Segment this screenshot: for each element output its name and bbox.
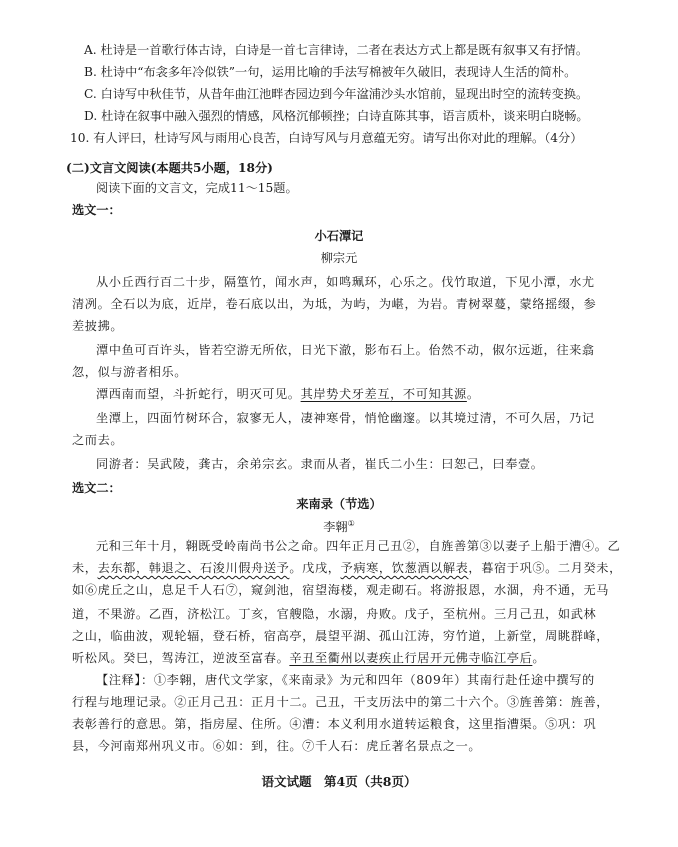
text2-author: 李翱 xyxy=(323,520,348,535)
text2-author-note: ① xyxy=(347,519,355,528)
text2-label: 选文二： xyxy=(72,481,121,495)
text1-p1-line1: 从小丘西行百二十步，隔篁竹，闻水声，如鸣珮环，心乐之。伐竹取道，下见小潭，水尤 xyxy=(96,275,595,289)
text2-line1: 元和三年十月，翱既受岭南尚书公之命。四年正月己丑②，自旌善第③以妻子上船于漕④。乙 xyxy=(96,539,621,553)
option-d: D. 杜诗在叙事中融入强烈的情感，风格沉郁顿挫；白诗直陈其事，语言质朴，谈来明白晓畅。 xyxy=(84,109,589,123)
text2-line2-c: 。戊戌， xyxy=(289,561,341,575)
notes-line4: 县，今河南郑州巩义市。⑥如：到，往。⑦千人石：虎丘著名景点之一。 xyxy=(72,739,482,753)
text2-author-line xyxy=(0,514,678,537)
text2-line2-wavy-2: 予病寒，饮葱酒以解表 xyxy=(340,561,469,575)
text2-line3: 如⑥虎丘之山，息足千人石⑦，窥剑池，宿望海楼，观走砌石。将游报恩，水涸，舟不通，无马 xyxy=(72,583,610,597)
option-b: B. 杜诗中“布衾多年冷似铁”一句，运用比喻的手法写棉被年久破旧，表现诗人生活的简朴。 xyxy=(84,65,577,79)
notes-line1: 【注释】：①李翱，唐代文学家，《来南录》为元和四年（809年）其南行赴任途中撰写的 xyxy=(96,673,595,687)
text2-line6-underlined: 辛丑至衢州以妻疾止行居开元佛寺临江亭后 xyxy=(289,651,533,665)
text2-line6 xyxy=(72,648,545,668)
text1-p1-line3: 差披拂。 xyxy=(72,319,124,333)
page-footer: 语文试题 第4页（共8页） xyxy=(261,774,417,789)
text2-line6-a: 听松风。癸巳，驾涛江，逆波至富春。 xyxy=(72,651,290,665)
notes-line2: 行程与地理记录。②正月己丑：正月十二。己丑，干支历法中的第二十六个。③旌善第：旌善， xyxy=(72,695,610,709)
text2-line2 xyxy=(72,558,622,578)
text2-line4: 道，不果游。乙酉，济松江。丁亥，官艘隐，水溺，舟败。戊子，至杭州。三月己丑，如武林 xyxy=(72,607,597,621)
text2-line2-wavy-1: 去东都，韩退之、石浚川假舟送予 xyxy=(97,561,290,575)
text1-p4-line2: 之而去。 xyxy=(72,433,124,447)
text1-p5: 同游者：吴武陵，龚古，余弟宗玄。隶而从者，崔氏二小生：曰恕己，曰奉壹。 xyxy=(96,457,544,471)
text2-line2-e: ，暮宿于巩⑤。二月癸未， xyxy=(468,561,622,575)
text1-p4-line1: 坐潭上，四面竹树环合，寂寥无人，凄神寒骨，悄怆幽邃。以其境过清，不可久居，乃记 xyxy=(96,411,595,425)
text1-author: 柳宗元 xyxy=(320,251,358,265)
text2-line2-a: 未， xyxy=(72,561,98,575)
text1-p3-underlined: 其岸势犬牙差互，不可知其源 xyxy=(300,387,467,401)
text2-line6-c: 。 xyxy=(532,651,546,665)
text1-p3-end: 。 xyxy=(466,387,480,401)
text2-title: 来南录（节选） xyxy=(296,497,382,511)
text1-title: 小石潭记 xyxy=(314,229,364,243)
text1-p3 xyxy=(96,384,480,404)
option-c: C. 白诗写中秋佳节，从昔年曲江池畔杏园边到今年湓浦沙头水馆前，显现出时空的流转变换。 xyxy=(84,87,589,101)
section-instruction: 阅读下面的文言文，完成11～15题。 xyxy=(96,181,298,195)
text1-p2-line2: 忽，似与游者相乐。 xyxy=(72,365,188,379)
text1-label: 选文一： xyxy=(72,203,121,217)
notes-line3: 表彰善行的意思。第，指房屋、住所。④漕：本义利用水道转运粮食，这里指漕渠。⑤巩：巩 xyxy=(72,717,597,731)
text1-p1-line2: 清冽。全石以为底，近岸，卷石底以出，为坻，为屿，为嵁，为岩。青树翠蔓，蒙络摇缀，参 xyxy=(72,297,597,311)
text2-line5: 之山，临曲波，观轮辐，登石桥，宿高亭，晨望平湖、孤山江涛，穷竹道，上新堂，周眺群峰， xyxy=(72,629,610,643)
text1-p2-line1: 潭中鱼可百许头，皆若空游无所依，日光下澈，影布石上。佁然不动，俶尔远逝，往来翕 xyxy=(96,343,595,357)
section-heading: (二)文言文阅读(本题共5小题，18分) xyxy=(66,161,273,175)
text1-p3-start: 潭西南而望，斗折蛇行，明灭可见。 xyxy=(96,387,301,401)
option-a: A. 杜诗是一首歌行体古诗，白诗是一首七言律诗，二者在表达方式上都是既有叙事又有抒情。 xyxy=(84,43,589,57)
question-10: 10. 有人评曰，杜诗写风与雨用心良苦，白诗写风与月意蕴无穷。请写出你对此的理解。（4分） xyxy=(70,131,583,145)
